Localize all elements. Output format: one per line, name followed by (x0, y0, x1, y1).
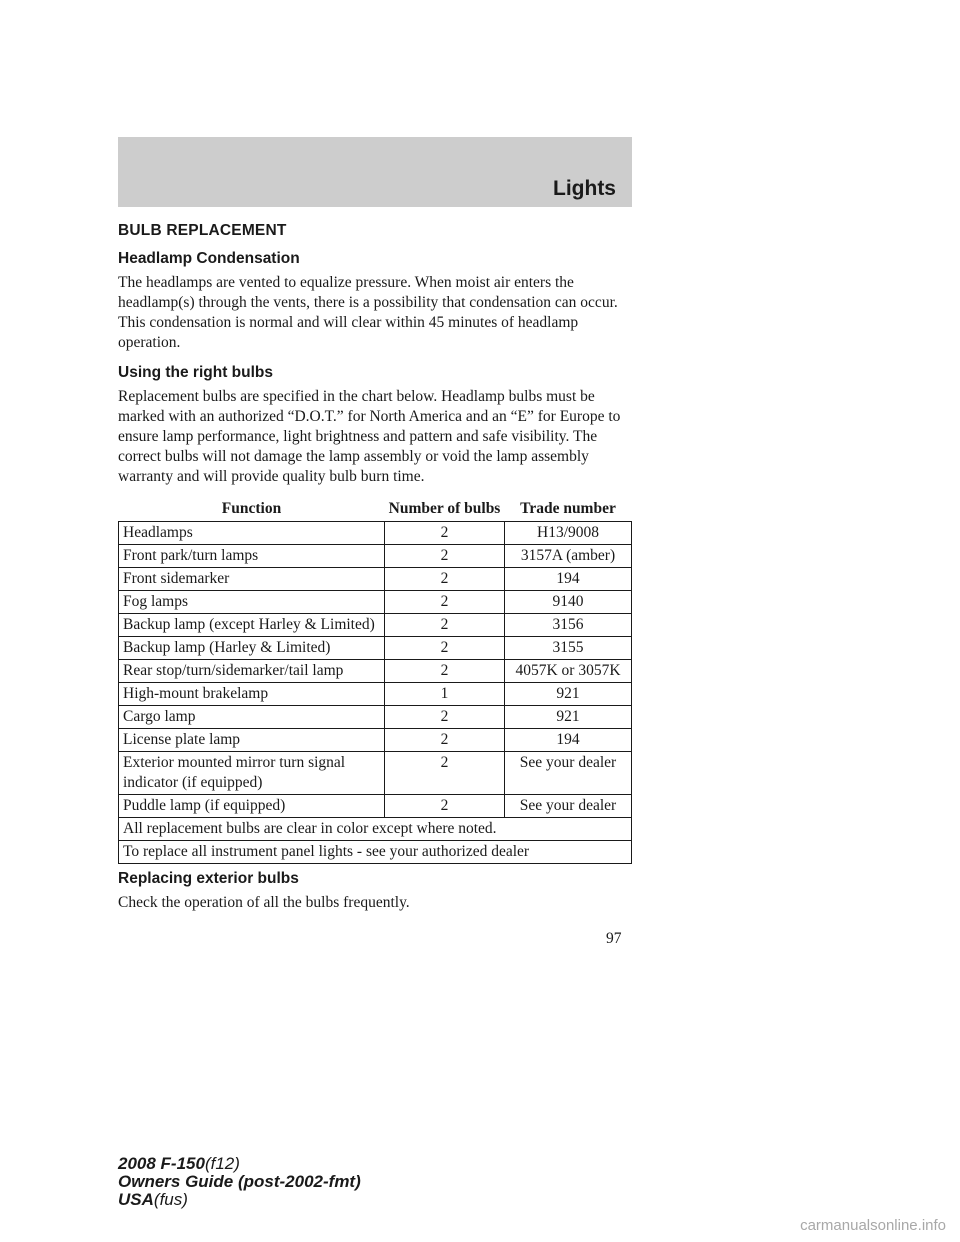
table-row (119, 683, 632, 706)
table-row (119, 706, 632, 729)
cell-number-of-bulbs: 2 (385, 591, 505, 614)
header-trade-number: Trade number (505, 498, 632, 522)
bulb-table-body (119, 522, 632, 864)
cell-trade-number: 921 (505, 683, 632, 706)
condensation-paragraph: The headlamps are vented to equalize pressure. When moist air enters the headlamp(s) through the vents, there is a possibility that condensation can occur. This condensation is normal and will clear within 45 minutes of headlamp operation. (118, 274, 618, 351)
table-row (119, 545, 632, 568)
section-header-band (118, 137, 632, 207)
table-note: To replace all instrument panel lights - see your authorized dealer (119, 841, 632, 864)
cell-function: Front sidemarker (119, 568, 385, 591)
footer-model: 2008 F-150 (118, 1154, 205, 1173)
table-row (119, 522, 632, 545)
right-bulbs-paragraph: Replacement bulbs are specified in the chart below. Headlamp bulbs must be marked with an authorized “D.O.T.” for North America and an “E” for Europe to ensure lamp performance, light brightness and pattern and safe visibility. The correct bulbs will not damage the lamp assembly or void the lamp assembly warranty and will provide quality bulb burn time. (118, 388, 621, 485)
cell-number-of-bulbs: 2 (385, 752, 505, 795)
table-row (119, 752, 632, 795)
cell-number-of-bulbs: 2 (385, 660, 505, 683)
cell-function: Front park/turn lamps (119, 545, 385, 568)
cell-number-of-bulbs: 2 (385, 568, 505, 591)
header-number-of-bulbs: Number of bulbs (385, 498, 505, 522)
cell-trade-number: See your dealer (505, 752, 632, 795)
bulb-table (118, 498, 632, 864)
cell-function: Puddle lamp (if equipped) (119, 795, 385, 818)
table-note-row (119, 841, 632, 864)
bulb-table-header-row (119, 498, 632, 522)
cell-trade-number: 194 (505, 568, 632, 591)
table-row (119, 614, 632, 637)
cell-trade-number: 3157A (amber) (505, 545, 632, 568)
table-note-row (119, 818, 632, 841)
watermark: carmanualsonline.info (800, 1217, 946, 1234)
cell-trade-number: 4057K or 3057K (505, 660, 632, 683)
table-row (119, 795, 632, 818)
condensation-heading: Headlamp Condensation (118, 250, 300, 267)
cell-trade-number: 3155 (505, 637, 632, 660)
table-row (119, 591, 632, 614)
cell-trade-number: H13/9008 (505, 522, 632, 545)
cell-number-of-bulbs: 2 (385, 614, 505, 637)
header-function: Function (119, 498, 385, 522)
section-title: Lights (553, 177, 616, 200)
table-row (119, 568, 632, 591)
cell-function: High-mount brakelamp (119, 683, 385, 706)
cell-function: Headlamps (119, 522, 385, 545)
page-number: 97 (606, 930, 622, 947)
cell-function: Rear stop/turn/sidemarker/tail lamp (119, 660, 385, 683)
cell-trade-number: See your dealer (505, 795, 632, 818)
cell-number-of-bulbs: 2 (385, 637, 505, 660)
cell-trade-number: 921 (505, 706, 632, 729)
cell-function: License plate lamp (119, 729, 385, 752)
table-row (119, 660, 632, 683)
exterior-paragraph: Check the operation of all the bulbs frequently. (118, 894, 410, 911)
footer-guide: Owners Guide (post-2002-fmt) (118, 1172, 361, 1191)
cell-function: Backup lamp (Harley & Limited) (119, 637, 385, 660)
footer-region: USA (118, 1190, 154, 1209)
cell-number-of-bulbs: 2 (385, 522, 505, 545)
cell-number-of-bulbs: 2 (385, 545, 505, 568)
footer-region-code: (fus) (153, 1190, 188, 1209)
table-row (119, 729, 632, 752)
cell-trade-number: 3156 (505, 614, 632, 637)
cell-function: Backup lamp (except Harley & Limited) (119, 614, 385, 637)
cell-function: Cargo lamp (119, 706, 385, 729)
cell-function: Fog lamps (119, 591, 385, 614)
right-bulbs-heading: Using the right bulbs (118, 364, 273, 381)
footer-model-code: (f12) (204, 1154, 240, 1173)
cell-number-of-bulbs: 1 (385, 683, 505, 706)
cell-trade-number: 194 (505, 729, 632, 752)
table-note: All replacement bulbs are clear in color except where noted. (119, 818, 632, 841)
document-footer (118, 1155, 361, 1209)
cell-trade-number: 9140 (505, 591, 632, 614)
exterior-heading: Replacing exterior bulbs (118, 870, 299, 887)
table-row (119, 637, 632, 660)
section-heading: BULB REPLACEMENT (118, 222, 287, 239)
page-content (118, 222, 632, 924)
cell-function: Exterior mounted mirror turn signal indicator (if equipped) (119, 752, 385, 795)
cell-number-of-bulbs: 2 (385, 729, 505, 752)
cell-number-of-bulbs: 2 (385, 795, 505, 818)
cell-number-of-bulbs: 2 (385, 706, 505, 729)
